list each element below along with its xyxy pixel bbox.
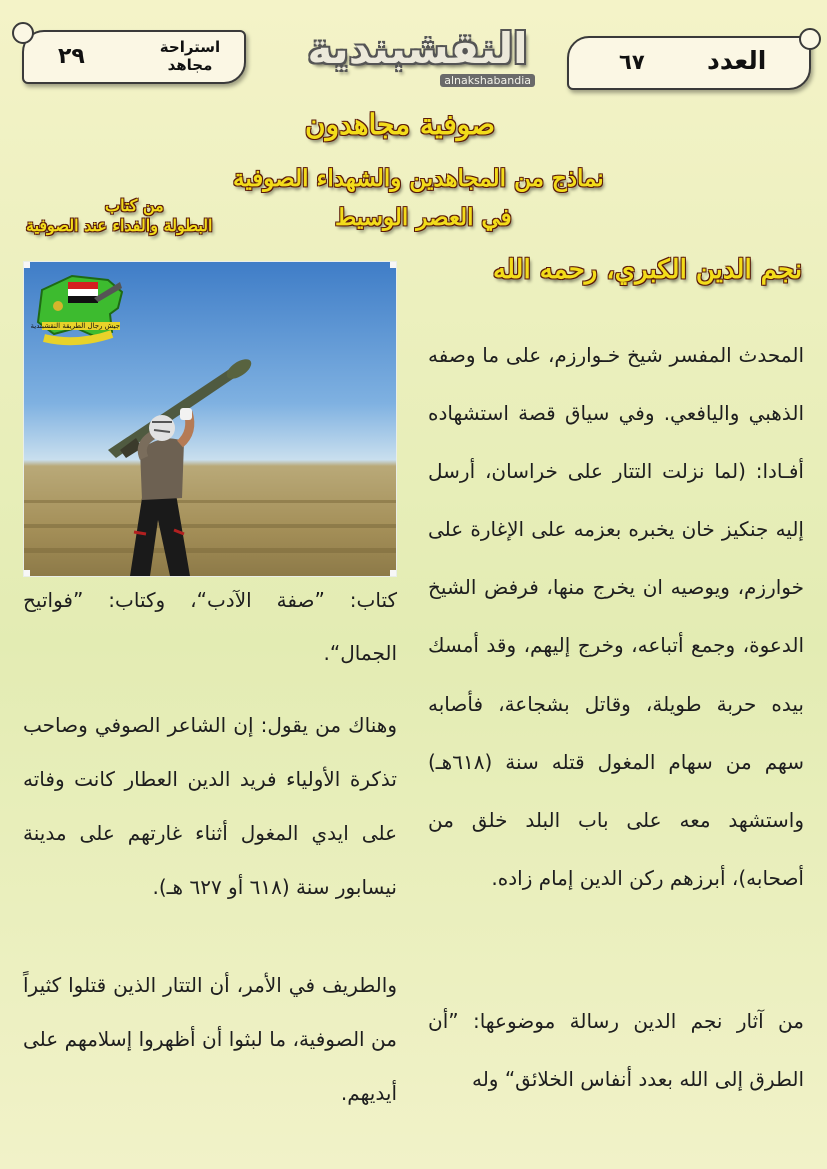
main-title: صوفية مجاهدون (305, 108, 495, 141)
soldier-figure (108, 355, 255, 576)
issue-label: العدد (707, 46, 767, 75)
left-paragraph-2: وهناك من يقول: إن الشاعر الصوفي وصاحب تذكرة الأولياء فريد الدين العطار كانت وفاته على ايدي المغول أثناء غارتهم على مدينة نيسابور سنة (٦١٨ أو ٦٢٧ هـ). (23, 713, 397, 899)
subtitle-line2: في العصر الوسيط (335, 204, 512, 231)
header-left-banner (22, 30, 246, 84)
article-photo (23, 261, 397, 577)
subtitle-line1: نماذج من المجاهدين والشهداء الصوفية (233, 165, 604, 192)
left-paragraph-1: كتاب: ”صفة الآدب“، وكتاب: ”فواتيح الجمال“. (23, 588, 397, 665)
logo-url: alnakshabandia (440, 74, 535, 87)
right-paragraph-1: المحدث المفسر شيخ خـوارزم، على ما وصفه الذهبي واليافعي. وفي سياق قصة استشهاده أفـادا: (لما نزلت التتار على خراسان، أرسل إليه جنكيز خان يخبره بعزمه على الإغارة على خوارزم، ويوصيه ان يخرج منها، فرفض الشيخ الدعوة، وجمع أتباعه، وخرج إليهم، وقد أمسك بيده حربة طويلة، وقاتل بشجاعة، فأصابه سهم من سهام المغول قتله سنة (٦١٨هـ) واستشهد معه على باب البلد خلق من أصحابه)، أبرزهم ركن الدين إمام زاده. (428, 343, 804, 890)
section-label: استراحة مجاهد (159, 38, 221, 74)
source-line1: من كتاب (105, 196, 164, 215)
unit-badge-icon (30, 276, 122, 341)
banner-curl (799, 28, 821, 50)
header-right-banner (567, 36, 811, 90)
banner-curl (12, 22, 34, 44)
magazine-logo (300, 22, 535, 92)
logo-title: النقشبندية (307, 24, 528, 73)
badge-text: جيش رجال الطريقة النقشبندية (30, 322, 120, 330)
right-paragraph-2: من آثار نجم الدين رسالة موضوعها: ”أن الطرق إلى الله بعدد أنفاس الخلائق“ وله (428, 1009, 804, 1091)
source-line2: البطولة والفداء عند الصوفية (26, 216, 213, 235)
issue-number: ٦٧ (619, 50, 645, 74)
section-heading: نجم الدين الكبري، رحمه الله (493, 255, 803, 285)
page-number: ٢٩ (58, 44, 85, 69)
photo-scene (24, 262, 396, 576)
dry-grass (24, 500, 396, 553)
left-paragraph-3: والطريف في الأمر، أن التتار الذين قتلوا كثيراً من الصوفية، ما لبثوا أن أظهروا إسلامهم على أيديهم. (23, 973, 397, 1105)
